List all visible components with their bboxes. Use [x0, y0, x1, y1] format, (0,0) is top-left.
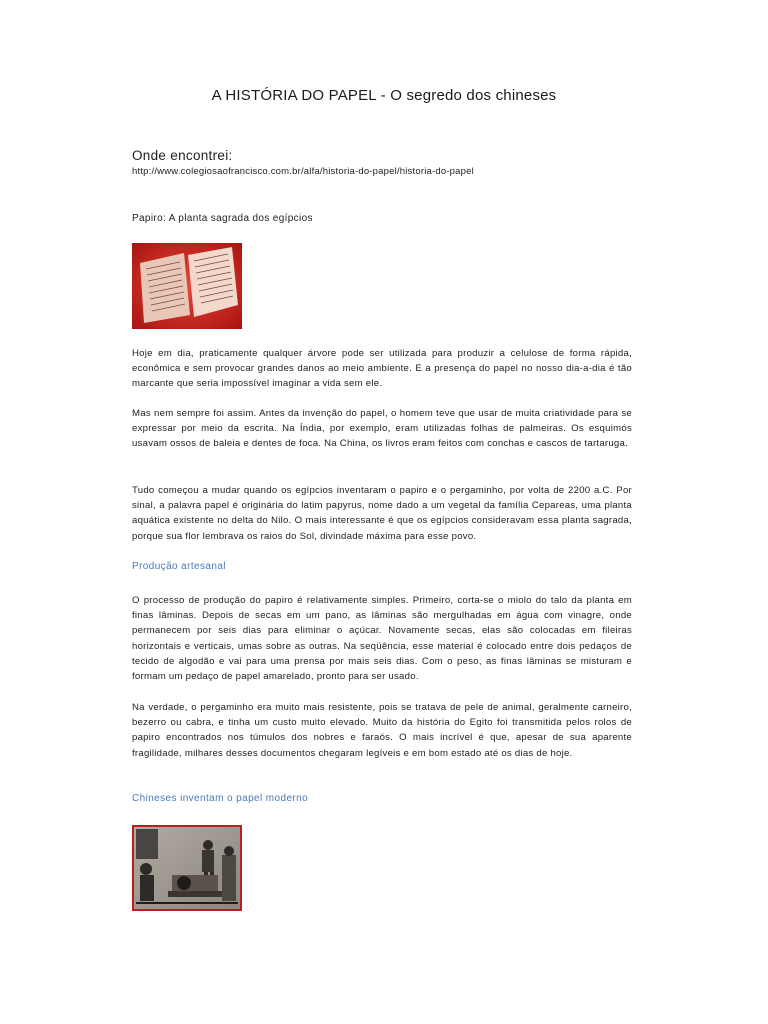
paragraph-text: Tudo começou a mudar quando os egípcios inventaram o papiro e o pergaminho, por volta de 2200 a.C. Por sinal, a palavra papel é originária do latim papyrus, nome dado a um vegetal da família Cepareas, uma planta aquática existente no delta do Nilo. O mais interessante é que os egípcios consideravam essa planta sagrada, porque sua flor lembrava os raios do Sol, divindade máxima para esse povo. [132, 485, 632, 542]
chinese-papermaking-image [132, 825, 242, 911]
paragraph-2 [132, 406, 632, 452]
page-title: A HISTÓRIA DO PAPEL - O segredo dos chineses [211, 87, 557, 104]
paragraph-3 [132, 483, 632, 544]
source-url[interactable]: http://www.colegiosaofrancisco.com.br/alfa/historia-do-papel/historia-do-papel [132, 166, 474, 177]
paragraph-text: Hoje em dia, praticamente qualquer árvore pode ser utilizada para produzir a celulose de forma rápida, econômica e sem provocar grandes danos ao meio ambiente. E a presença do papel no nosso dia-a-dia é tão marcante que seria impossível imaginar a vida sem ele. [132, 348, 632, 390]
papyrus-documents-image [132, 243, 242, 329]
section-heading-producao[interactable]: Produção artesanal [132, 561, 226, 572]
source-label: Onde encontrei: [132, 148, 233, 163]
paragraph-text: Na verdade, o pergaminho era muito mais resistente, pois se tratava de pele de animal, geralmente carneiro, bezerro ou cabra, e tinha um custo muito elevado. Muito da história do Egito foi transmitida pelos rolos de papiro encontrados nos túmulos dos nobres e faraós. O mais incrível é que, apesar de sua aparente fragilidade, milhares desses documentos chegaram legíveis e em bom estado até os dias de hoje. [132, 702, 632, 759]
paragraph-4 [132, 593, 632, 684]
paragraph-5 [132, 700, 632, 761]
section-heading-chineses[interactable]: Chineses inventam o papel moderno [132, 793, 309, 804]
paragraph-text: Mas nem sempre foi assim. Antes da invenção do papel, o homem teve que usar de muita criatividade para se expressar por meio da escrita. Na Índia, por exemplo, eram utilizadas folhas de palmeiras. Os esquimós usavam ossos de baleia e dentes de foca. Na China, os livros eram feitos com conchas e cascos de tartaruga. [132, 408, 632, 450]
paragraph-1 [132, 346, 632, 392]
paragraph-text: O processo de produção do papiro é relativamente simples. Primeiro, corta-se o miolo do talo da planta em finas lâminas. Depois de secas em um pano, as lâminas são mergulhadas em água com vinagre, onde permanecem por seis dias para eliminar o açúcar. Novamente secas, elas são colocadas em fileiras horizontais e verticais, umas sobre as outras. Na seqüência, esse material é colocado entre dois pedaços de tecido de algodão e vai para uma prensa por mais seis dias. Com o peso, as finas lâminas se misturam e formam um pedaço de papel amarelado, pronto para ser usado. [132, 595, 632, 683]
section-heading-papiro: Papiro: A planta sagrada dos egípcios [132, 213, 313, 224]
